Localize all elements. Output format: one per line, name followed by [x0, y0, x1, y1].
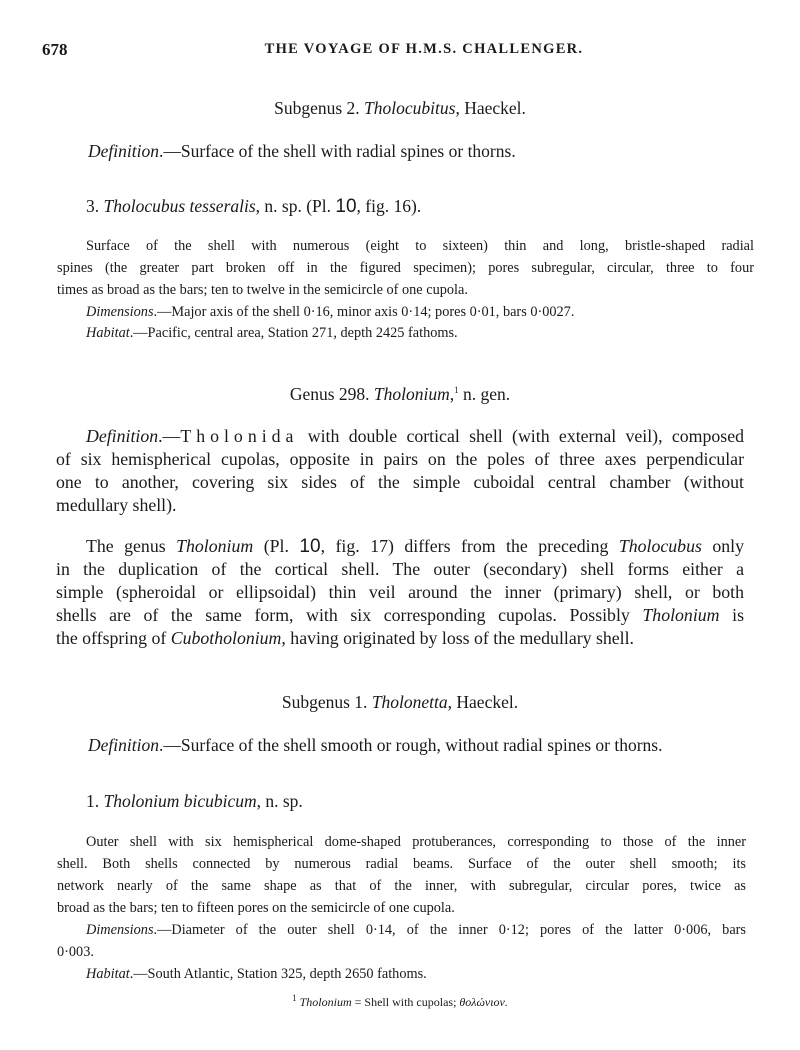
species-1-number: 1. — [86, 791, 100, 811]
text-run: , fig. 17) differs from the preceding — [320, 536, 619, 556]
text-run: (Pl. — [253, 536, 300, 556]
text-run: the offspring of — [56, 628, 171, 648]
spaced-group-name: Tholonida — [180, 426, 299, 446]
species-1-desc-line-2: shell. Both shells connected by numerous radial beams. Surface of the outer shell smooth; its — [57, 856, 746, 872]
definition-genus-298-line-4: medullary shell). — [56, 495, 177, 515]
species-1-name: Tholonium bicubicum — [103, 791, 257, 811]
genus-298-name: Tholonium — [373, 384, 450, 404]
species-1-suffix: , n. sp. — [256, 791, 303, 811]
subgenus-1-prefix: Subgenus 1. — [281, 692, 368, 712]
genus-paragraph-line-1 — [86, 536, 744, 558]
subgenus-1-suffix: , Haeckel. — [447, 692, 519, 712]
species-3-plate: 10 — [335, 196, 357, 217]
habitat-label: Habitat — [86, 325, 130, 341]
page-number: 678 — [42, 40, 68, 59]
subgenus-2-name: Tholocubitus — [364, 98, 456, 118]
habitat-text: .—Pacific, central area, Station 271, depth 2425 fathoms. — [129, 325, 458, 341]
habitat-label: Habitat — [86, 966, 130, 982]
footnote — [0, 993, 800, 1010]
genus-298-prefix: Genus 298. — [289, 384, 370, 404]
habitat-text: .—South Atlantic, Station 325, depth 2650 fathoms. — [129, 966, 427, 982]
definition-label: Definition — [88, 735, 159, 755]
footnote-genus-name: Tholonium — [299, 995, 352, 1009]
species-3-mid: , n. sp. (Pl. — [255, 196, 332, 216]
species-3-name: Tholocubus tesseralis — [103, 196, 256, 216]
genus-name: Cubotholonium — [170, 628, 282, 648]
footnote-greek: θολώνιον. — [459, 995, 508, 1009]
definition-genus-298-line-2: of six hemispherical cupolas, opposite in pairs on the poles of three axes perpendicular — [56, 449, 744, 469]
species-3-desc-line-3: times as broad as the bars; ten to twelve in the semicircle of one cupola. — [57, 282, 468, 298]
genus-name: Tholonium — [642, 605, 720, 625]
definition-subgenus-2 — [88, 141, 516, 162]
definition-subgenus-1 — [88, 735, 663, 756]
definition-text: .—Surface of the shell smooth or rough, without radial spines or thorns. — [158, 735, 663, 755]
text-run: only — [701, 536, 745, 556]
definition-genus-298-line-1 — [86, 426, 744, 447]
definition-text: .—Surface of the shell with radial spines or thorns. — [158, 141, 516, 161]
subgenus-2-suffix: , Haeckel. — [455, 98, 526, 118]
genus-paragraph-line-4 — [56, 605, 744, 626]
species-3-number: 3. — [86, 196, 100, 216]
definition-dash: .— — [158, 426, 181, 446]
dimensions-label: Dimensions — [86, 304, 154, 320]
genus-paragraph-line-5 — [56, 628, 634, 649]
species-1-desc-line-1: Outer shell with six hemispherical dome-shaped protuberances, corresponding to those of the inner — [86, 834, 746, 850]
dimensions-label: Dimensions — [86, 922, 154, 938]
subgenus-2-prefix: Subgenus 2. — [274, 98, 360, 118]
species-1-desc-line-3: network nearly of the same shape as that of the inner, with subregular, circular pores, twice as — [57, 878, 746, 894]
text-run: shells are of the same form, with six corresponding cupolas. Possibly — [56, 605, 643, 625]
species-1-desc-line-4: broad as the bars; ten to fifteen pores on the semicircle of one cupola. — [57, 900, 455, 916]
definition-genus-298-line-3: one to another, covering six sides of the simple cuboidal central chamber (without — [56, 472, 744, 492]
species-3-dimensions — [86, 304, 574, 321]
species-1-dimensions-line-1 — [86, 922, 746, 939]
definition-label: Definition — [88, 141, 159, 161]
species-1-habitat — [86, 966, 427, 983]
genus-name: Tholonium — [176, 536, 254, 556]
definition-line-1-rest: with double cortical shell (with external veil), composed — [298, 426, 744, 446]
species-3-desc-line-1: Surface of the shell with numerous (eight to sixteen) thin and long, bristle-shaped radial — [86, 238, 754, 254]
footnote-text: = Shell with cupolas; — [351, 995, 460, 1009]
text-run: is — [719, 605, 744, 625]
species-3-heading — [86, 196, 421, 218]
plate-number: 10 — [299, 536, 321, 557]
species-1-heading — [86, 791, 303, 812]
species-3-desc-line-2: spines (the greater part broken off in the figured specimen); pores subregular, circular, three to four — [57, 260, 754, 276]
subgenus-2-heading — [0, 98, 800, 119]
subgenus-1-name: Tholonetta — [371, 692, 448, 712]
genus-paragraph-line-3: simple (spheroidal or ellipsoidal) thin veil around the inner (primary) shell, or both — [56, 582, 744, 602]
text-run: , having originated by loss of the medullary shell. — [281, 628, 635, 648]
running-title: THE VOYAGE OF H.M.S. CHALLENGER. — [264, 41, 584, 57]
running-head — [42, 40, 766, 64]
dimensions-text: .—Major axis of the shell 0·16, minor axis 0·14; pores 0·01, bars 0·0027. — [153, 304, 575, 320]
genus-paragraph-line-2: in the duplication of the cortical shell. The outer (secondary) shell forms either a — [56, 559, 744, 579]
genus-name: Tholocubus — [618, 536, 702, 556]
text-run: The genus — [86, 536, 177, 556]
subgenus-1-heading — [0, 692, 800, 713]
species-3-habitat — [86, 325, 458, 342]
species-3-fig: , fig. 16). — [356, 196, 422, 216]
genus-298-heading: Genus 298. Tholonium,$^1$ n. gen. — [289, 384, 511, 404]
species-1-dimensions-line-2: 0·003. — [57, 944, 94, 960]
dimensions-text: .—Diameter of the outer shell 0·14, of the inner 0·12; pores of the latter 0·006, bars — [153, 922, 746, 938]
footnote-ref: 1 — [454, 385, 459, 396]
footnote-marker: 1 — [292, 993, 297, 1003]
definition-label: Definition — [86, 426, 159, 446]
genus-298-suffix: n. gen. — [458, 384, 511, 404]
